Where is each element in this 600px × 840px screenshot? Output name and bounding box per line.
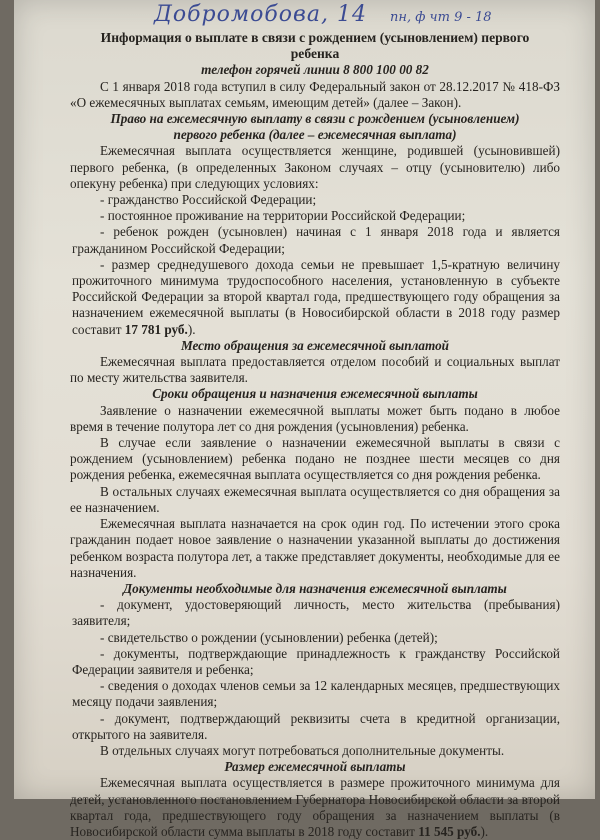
handwritten-address: Добромобова, 14 (154, 2, 367, 27)
condition-item (70, 257, 560, 338)
hotline: телефон горячей линии 8 800 100 00 82 (201, 62, 429, 78)
terms-paragraph: В остальных случаях ежемесячная выплата осуществляется со дня обращения за ее назначением. (70, 483, 560, 515)
document-item: - документ, удостоверяющий личность, место жительства (пребывания) заявителя; (72, 597, 560, 629)
condition-item: - постоянное проживание на территории Российской Федерации; (100, 208, 466, 224)
documents-note: В отдельных случаях могут потребоваться дополнительные документы. (100, 742, 505, 758)
terms-paragraph: В случае если заявление о назначении ежемесячной выплаты в связи с рождением (усыновлением) ребенка подано не позднее шести месяцев со дня рождения ребенка, ежемесячная выплата осуществляется со дня рождения ребенка. (70, 435, 560, 483)
terms-paragraph: Заявление о назначении ежемесячной выплаты может быть подано в любое время в течение полутора лет со дня рождения (усыновления) ребенка. (70, 402, 560, 434)
section-right-heading-line2: первого ребенка (далее – ежемесячная выплата) (173, 127, 457, 143)
section-place-paragraph: Ежемесячная выплата предоставляется отделом пособий и социальных выплат по месту жительства заявителя. (70, 354, 560, 386)
amount-payment: 11 545 руб. (418, 823, 481, 839)
amount-paragraph-end: ). (480, 823, 489, 839)
document-content (70, 22, 560, 840)
section-right-paragraph: Ежемесячная выплата осуществляется женщине, родившей (усыновившей) первого ребенка, (в определенных Законом случаях – отцу (усыновителю) либо опекуну ребенка) при следующих условиях: (70, 143, 560, 191)
amount-paragraph-text: Ежемесячная выплата осуществляется в размере прожиточного минимума для детей, установленного постановлением Губернатора Новосибирской области за второй квартал года, предшествующего году обращения за назначением выплаты (в Новосибирской области сумма выплаты в 2018 году составит (70, 775, 560, 839)
document-item: - документы, подтверждающие принадлежность к гражданству Российской Федерации заявителя и ребенка; (72, 645, 560, 677)
section-terms-heading: Сроки обращения и назначения ежемесячной выплаты (152, 386, 478, 402)
section-place-heading: Место обращения за ежемесячной выплатой (180, 337, 450, 353)
document-item: - сведения о доходах членов семьи за 12 календарных месяцев, предшествующих месяцу подачи заявления; (72, 678, 560, 710)
section-right-heading-line1: Право на ежемесячную выплату в связи с рождением (усыновлением) (110, 111, 520, 127)
amount-income-limit: 17 781 руб. (124, 321, 188, 337)
section-amount-heading: Размер ежемесячной выплаты (224, 759, 406, 775)
terms-paragraph: Ежемесячная выплата назначается на срок один год. По истечении этого срока гражданин подает новое заявление о назначении указанной выплаты до достижения ребенком возраста полутора лет, а также представляет документы, необходимые для ее назначения. (70, 516, 560, 580)
section-amount-paragraph (70, 775, 560, 840)
condition-item: - ребенок рожден (усыновлен) начиная с 1 января 2018 года и является гражданином Российской Федерации; (72, 224, 560, 256)
condition-item-end: ). (187, 321, 196, 337)
document-item: - документ, подтверждающий реквизиты счета в кредитной организации, открытого на заявителя. (72, 710, 560, 742)
intro-paragraph: С 1 января 2018 года вступил в силу Федеральный закон от 28.12.2017 № 418-ФЗ «О ежемесячных выплатах семьям, имеющим детей» (далее – Закон). (70, 78, 560, 110)
handwritten-hours: пн, ф чт 9 - 18 (390, 10, 492, 25)
document-title-line1: Информация о выплате в связи с рождением (усыновлением) первого (100, 30, 530, 45)
document-sheet (14, 0, 595, 839)
document-title-line2: ребенка (290, 46, 340, 62)
condition-item-text: - размер среднедушевого дохода семьи не превышает 1,5-кратную величину прожиточного минимума трудоспособного населения, установленную в субъекте Российской Федерации за второй квартал года, предшествующего году обращения за назначением ежемесячной выплаты (в Новосибирской области в 2018 году размер составит (72, 256, 560, 337)
section-documents-heading: Документы необходимые для назначения ежемесячной выплаты (123, 580, 507, 596)
document-item: - свидетельство о рождении (усыновлении) ребенка (детей); (100, 629, 438, 645)
condition-item: - гражданство Российской Федерации; (100, 192, 317, 208)
